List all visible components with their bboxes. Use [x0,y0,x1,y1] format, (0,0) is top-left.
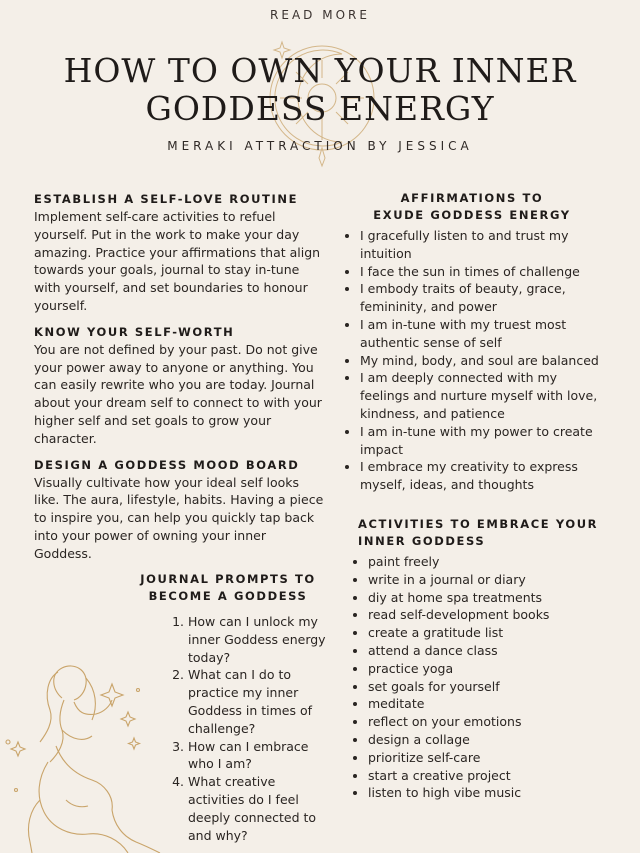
section-heading: DESIGN A GODDESS MOOD BOARD [34,457,300,472]
affirmations-section [342,190,602,494]
section-heading: KNOW YOUR SELF-WORTH [34,324,235,339]
list-item: • reflect on your emotions [368,713,602,731]
section-body: You are not defined by your past. Do not give your power away to anyone or anything. You can easily rewrite who you are today. Journal about your dream self to connect to with your higher self and set goals to grow your character. [34,341,322,446]
list-item: • I am in-tune with my truest most authentic sense of self [360,316,602,352]
list-item: • I am deeply connected with my feelings and nurture myself with love, kindness, and patience [360,369,602,422]
list-item: • attend a dance class [368,642,602,660]
left-column [34,191,324,572]
list-item: • design a collage [368,731,602,749]
activities-list [342,553,602,802]
list-item: 4. What creative activities do I feel deeply connected to and why? [188,773,328,844]
journal-heading-line-2: BECOME A GODDESS [148,589,308,603]
section-body: Visually cultivate how your ideal self looks like. The aura, lifestyle, habits. Having a piece to inspire you, can help you quickly tap back into your power of owning your inner Goddess. [34,474,324,561]
list-item: • I embody traits of beauty, grace, femininity, and power [360,280,602,316]
section-self-love [34,191,324,315]
list-item: • diy at home spa treatments [368,589,602,607]
activities-section [342,516,602,802]
section-body: Implement self-care activities to refuel yourself. Put in the work to make your day amazing. Practice your affirmations that align towards your goals, journal to stay in-tune with yourself, and set boundaries to honour yourself. [34,209,321,313]
section-self-worth [34,324,324,448]
list-item: • meditate [368,695,602,713]
title-line-2: GODDESS ENERGY [145,89,495,128]
list-item: • read self-development books [368,606,602,624]
list-item: 2. What can I do to practice my inner Goddess in times of challenge? [188,666,328,737]
affirmations-heading-line-2: EXUDE GODDESS ENERGY [373,208,571,222]
list-item: • practice yoga [368,660,602,678]
page-title [0,52,640,128]
read-more-link[interactable]: READ MORE [270,8,370,22]
section-heading: ESTABLISH A SELF-LOVE ROUTINE [34,192,299,206]
title-line-1: HOW TO OWN YOUR INNER [63,51,577,90]
activities-heading-line-2: INNER GODDESS [358,533,486,548]
list-item: • set goals for yourself [368,678,602,696]
list-item: • prioritize self-care [368,749,602,767]
list-item: • My mind, body, and soul are balanced [360,352,602,370]
page-subtitle: MERAKI ATTRACTION BY JESSICA [167,139,473,153]
journal-heading-line-1: JOURNAL PROMPTS TO [140,572,316,586]
list-item: • create a gratitude list [368,624,602,642]
list-item: • I embrace my creativity to express myself, ideas, and thoughts [360,458,602,494]
list-item: • I face the sun in times of challenge [360,263,602,281]
right-column [342,190,602,802]
list-item: 1. How can I unlock my inner Goddess energy today? [188,613,328,666]
list-item: • paint freely [368,553,602,571]
list-item: • write in a journal or diary [368,571,602,589]
list-item: • I gracefully listen to and trust my intuition [360,227,602,263]
list-item: • I am in-tune with my power to create impact [360,423,602,459]
goddess-line-art-icon [0,650,190,853]
list-item: • start a creative project [368,767,602,785]
list-item: 3. How can I embrace who I am? [188,738,328,774]
activities-heading-line-1: ACTIVITIES TO EMBRACE YOUR [358,516,599,531]
affirmations-heading-line-1: AFFIRMATIONS TO [400,191,544,205]
list-item: • listen to high vibe music [368,784,602,802]
section-mood-board [34,457,324,563]
affirmations-list [342,227,602,494]
